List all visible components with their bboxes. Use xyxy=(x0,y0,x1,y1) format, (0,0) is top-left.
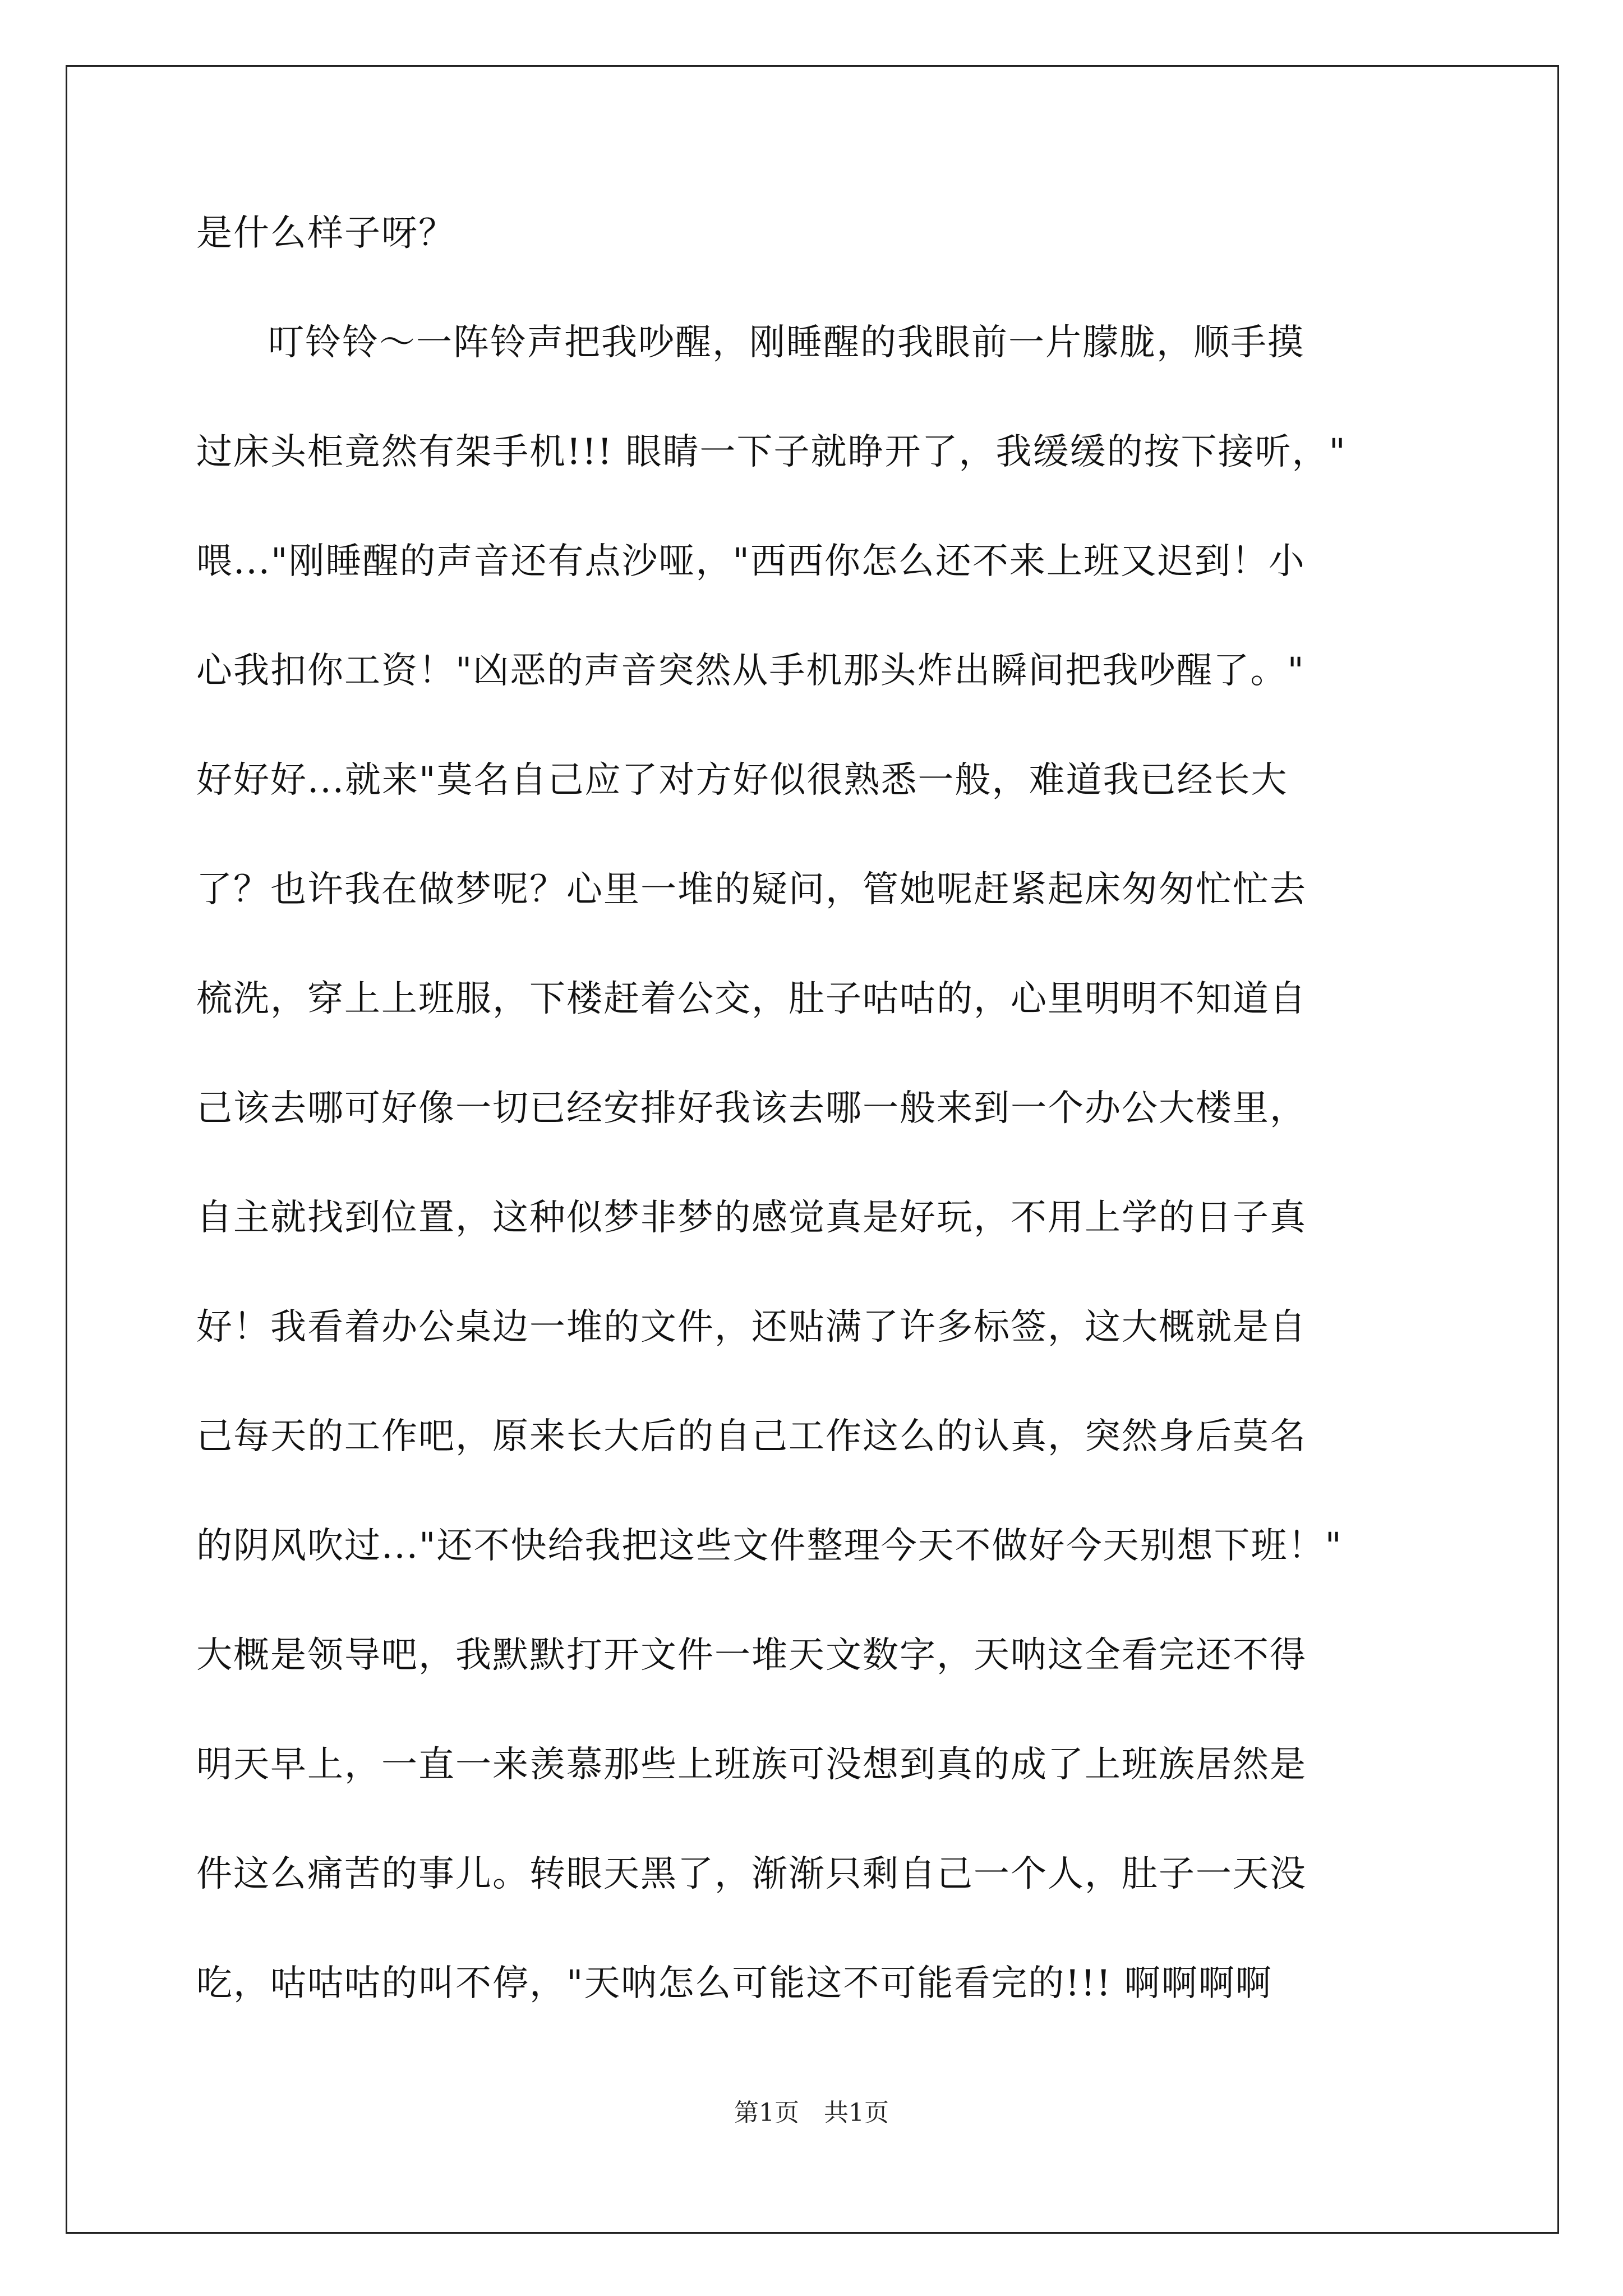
text-line: 心我扣你工资！"凶恶的声音突然从手机那头炸出瞬间把我吵醒了。" xyxy=(196,650,1305,692)
text-line: 了？也许我在做梦呢？心里一堆的疑问，管她呢赶紧起床匆匆忙忙去 xyxy=(196,869,1307,910)
text-line: 喂..."刚睡醒的声音还有点沙哑，"西西你怎么还不来上班又迟到！小 xyxy=(196,541,1306,582)
text-line: 是什么样子呀？ xyxy=(196,213,455,254)
text-line: 好好好...就来"莫名自己应了对方好似很熟悉一般，难道我已经长大 xyxy=(196,760,1288,801)
text-line: 己该去哪可好像一切已经安排好我该去哪一般来到一个办公大楼里， xyxy=(196,1088,1307,1129)
text-line: 自主就找到位置，这种似梦非梦的感觉真是好玩，不用上学的日子真 xyxy=(196,1197,1307,1239)
document-body xyxy=(196,213,1441,2073)
text-line: 梳洗，穿上上班服，下楼赶着公交，肚子咕咕的，心里明明不知道自 xyxy=(196,978,1307,1020)
text-line: 大概是领导吧，我默默打开文件一堆天文数字，天呐这全看完还不得 xyxy=(196,1635,1307,1676)
page-number-footer: 第1页 共1页 xyxy=(734,2099,889,2127)
text-line: 明天早上，一直一来羡慕那些上班族可没想到真的成了上班族居然是 xyxy=(196,1744,1307,1786)
text-line: 件这么痛苦的事儿。转眼天黑了，渐渐只剩自己一个人，肚子一天没 xyxy=(196,1853,1307,1895)
text-line: 己每天的工作吧，原来长大后的自己工作这么的认真，突然身后莫名 xyxy=(196,1416,1307,1457)
text-line: 好！我看着办公桌边一堆的文件，还贴满了许多标签，这大概就是自 xyxy=(196,1306,1307,1348)
text-line: 过床头柜竟然有架手机!!! 眼睛一下子就睁开了，我缓缓的按下接听，" xyxy=(196,431,1347,473)
text-line: 吃，咕咕咕的叫不停，"天呐怎么可能这不可能看完的!!! 啊啊啊啊 xyxy=(196,1963,1272,2004)
text-line: 叮铃铃～一阵铃声把我吵醒，刚睡醒的我眼前一片朦胧，顺手摸 xyxy=(268,322,1304,364)
text-line: 的阴风吹过..."还不快给我把这些文件整理今天不做好今天别想下班！" xyxy=(196,1525,1343,1567)
